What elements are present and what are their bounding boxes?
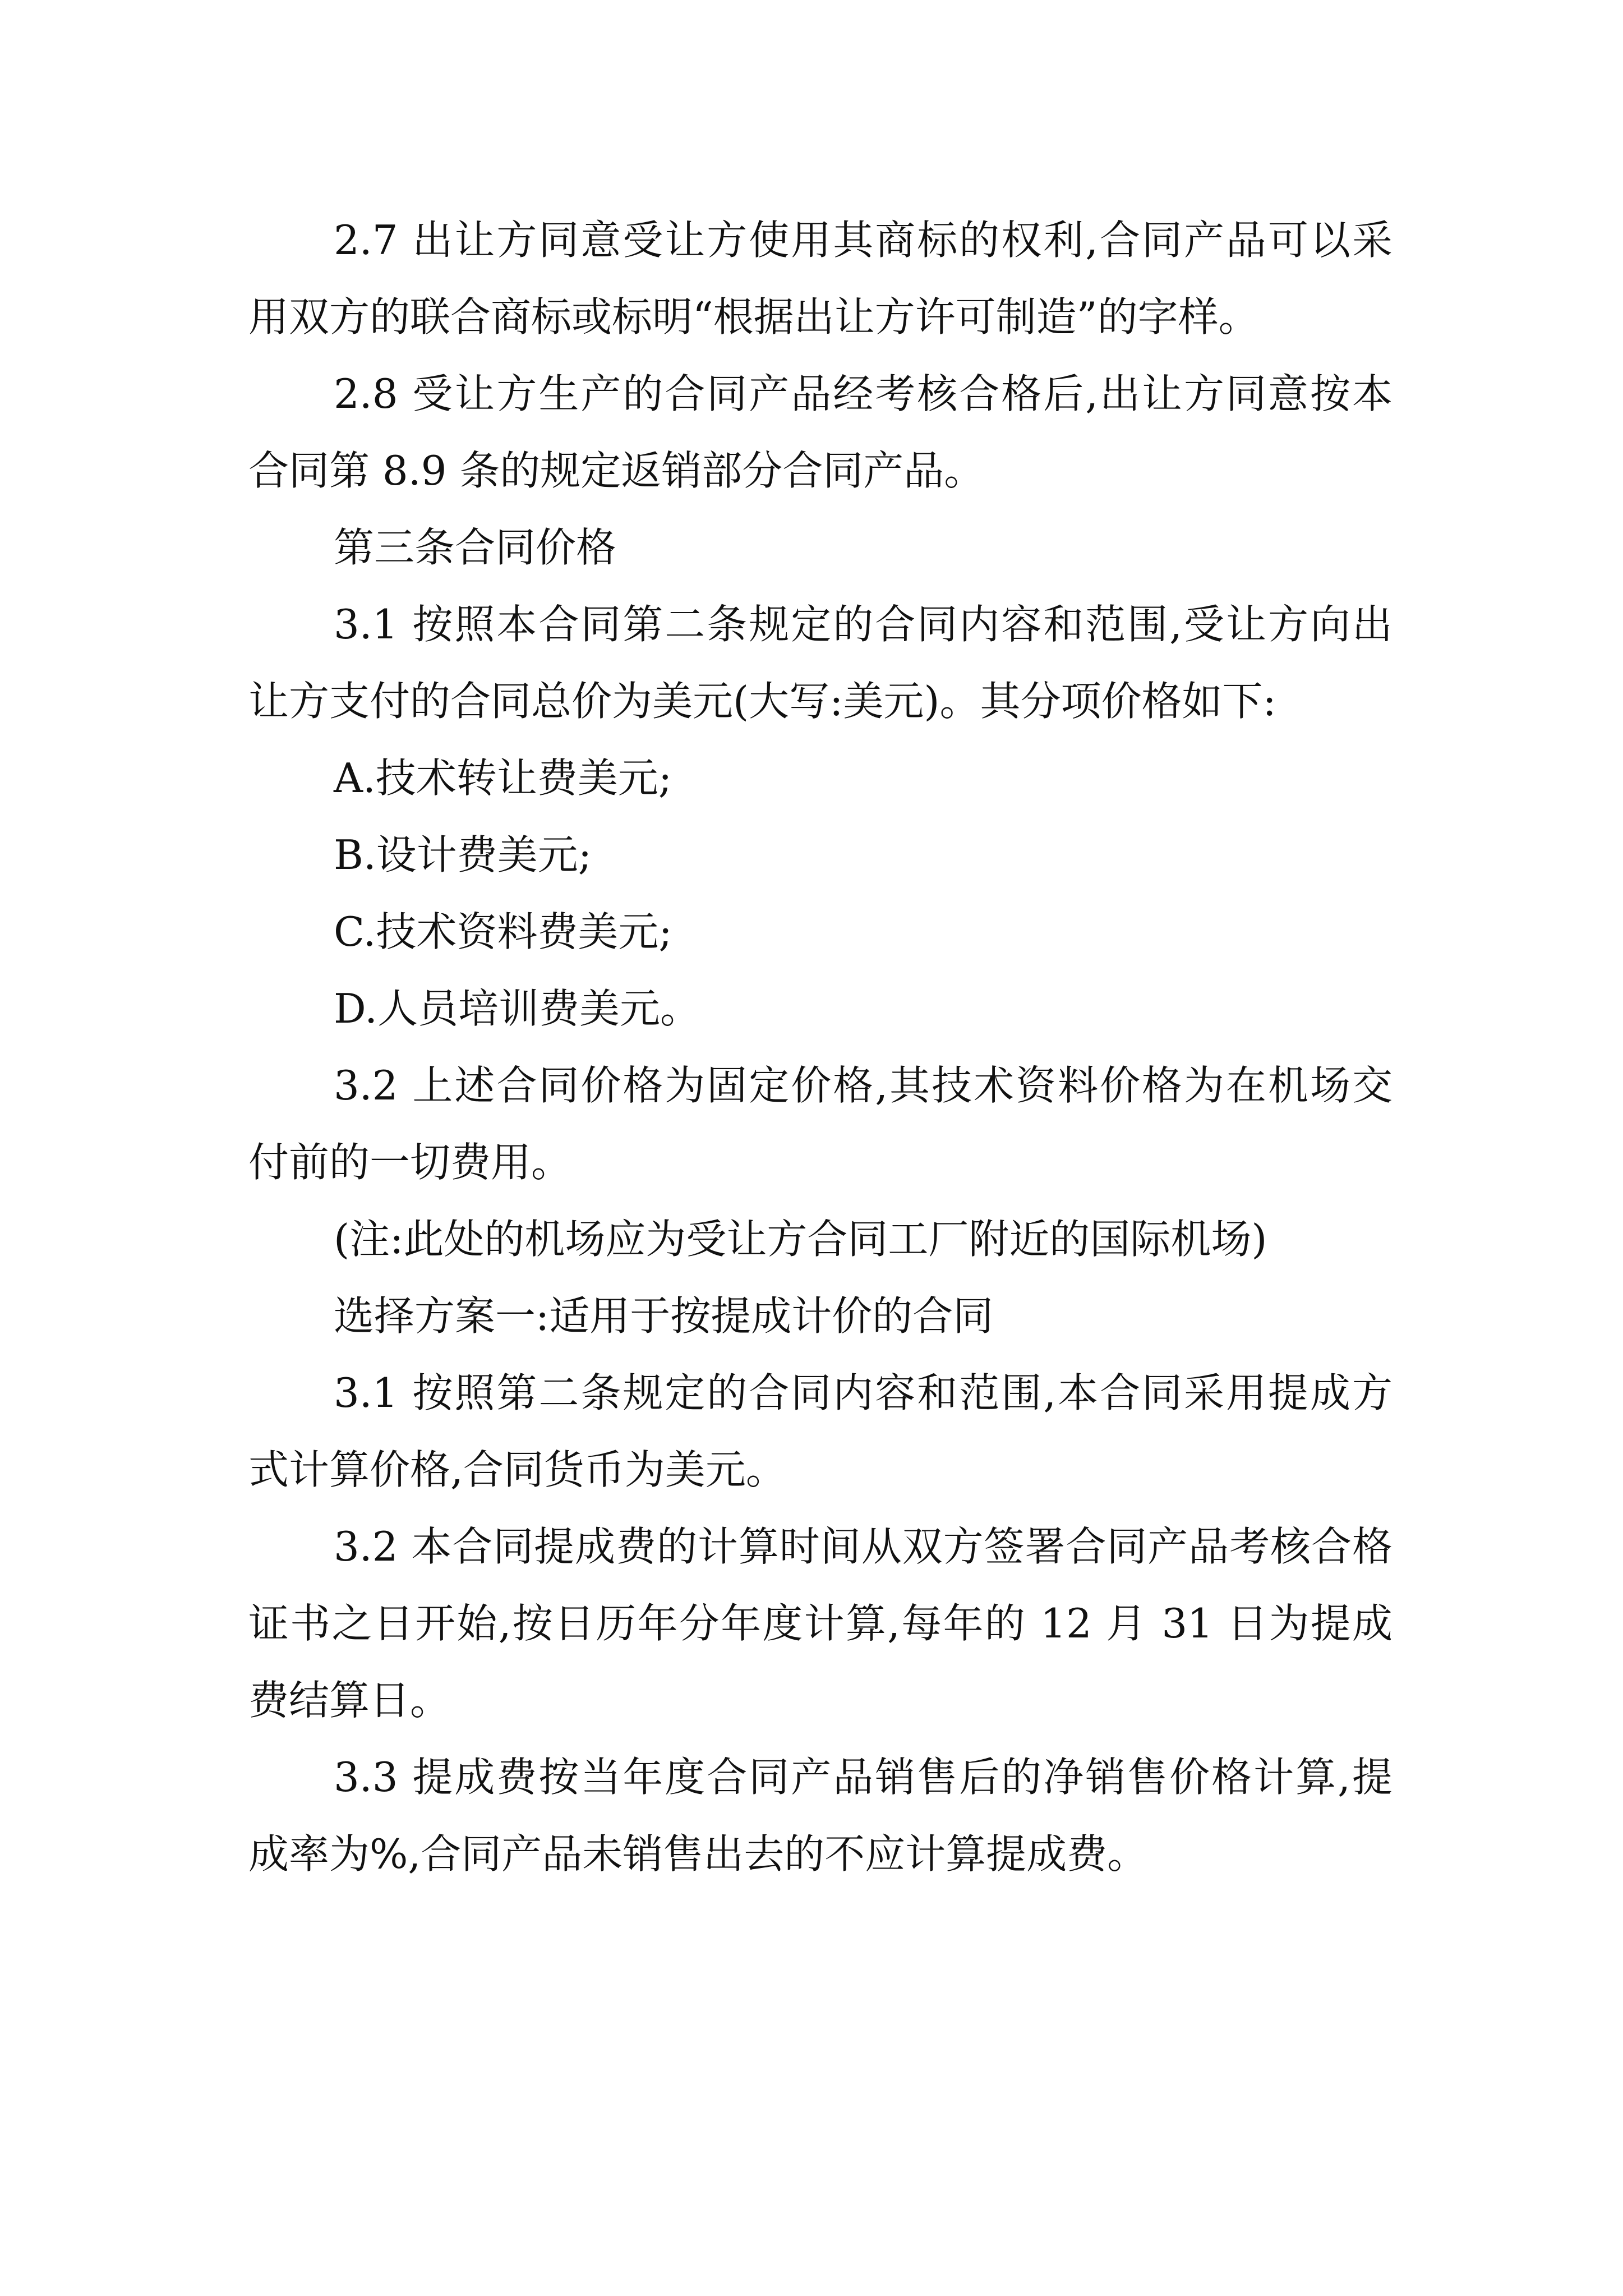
option-paragraph-3-1: 3.1 按照第二条规定的合同内容和范围,本合同采用提成方式计算价格,合同货币为美元。 xyxy=(248,1369,1393,1493)
paragraph-2-7: 2.7 出让方同意受让方使用其商标的权利,合同产品可以采用双方的联合商标或标明“根据出让方许可制造”的字样。 xyxy=(248,217,1393,341)
option-paragraph-3-3: 3.3 提成费按当年度合同产品销售后的净销售价格计算,提成率为%,合同产品未销售出去的不应计算提成费。 xyxy=(248,1754,1393,1878)
paragraph-3-2: 3.2 上述合同价格为固定价格,其技术资料价格为在机场交付前的一切费用。 xyxy=(248,1062,1393,1186)
document-body xyxy=(248,202,1393,1893)
paragraph-2-8: 2.8 受让方生产的合同产品经考核合格后,出让方同意按本合同第 8.9 条的规定返销部分合同产品。 xyxy=(248,370,1393,494)
list-item-d: D.人员培训费美元。 xyxy=(334,985,701,1032)
option-one-heading: 选择方案一:适用于按提成计价的合同 xyxy=(334,1292,994,1340)
paragraph-3-1: 3.1 按照本合同第二条规定的合同内容和范围,受让方向出让方支付的合同总价为美元(大写:美元)。其分项价格如下: xyxy=(248,601,1393,725)
list-item-b: B.设计费美元; xyxy=(334,831,592,878)
section-heading-article-3: 第三条合同价格 xyxy=(334,524,617,571)
note-paragraph: (注:此处的机场应为受让方合同工厂附近的国际机场) xyxy=(334,1216,1267,1263)
list-item-c: C.技术资料费美元; xyxy=(334,908,672,955)
option-paragraph-3-2: 3.2 本合同提成费的计算时间从双方签署合同产品考核合格证书之日开始,按日历年分年度计算,每年的 12 月 31 日为提成费结算日。 xyxy=(248,1523,1393,1724)
list-item-a: A.技术转让费美元; xyxy=(334,754,672,802)
